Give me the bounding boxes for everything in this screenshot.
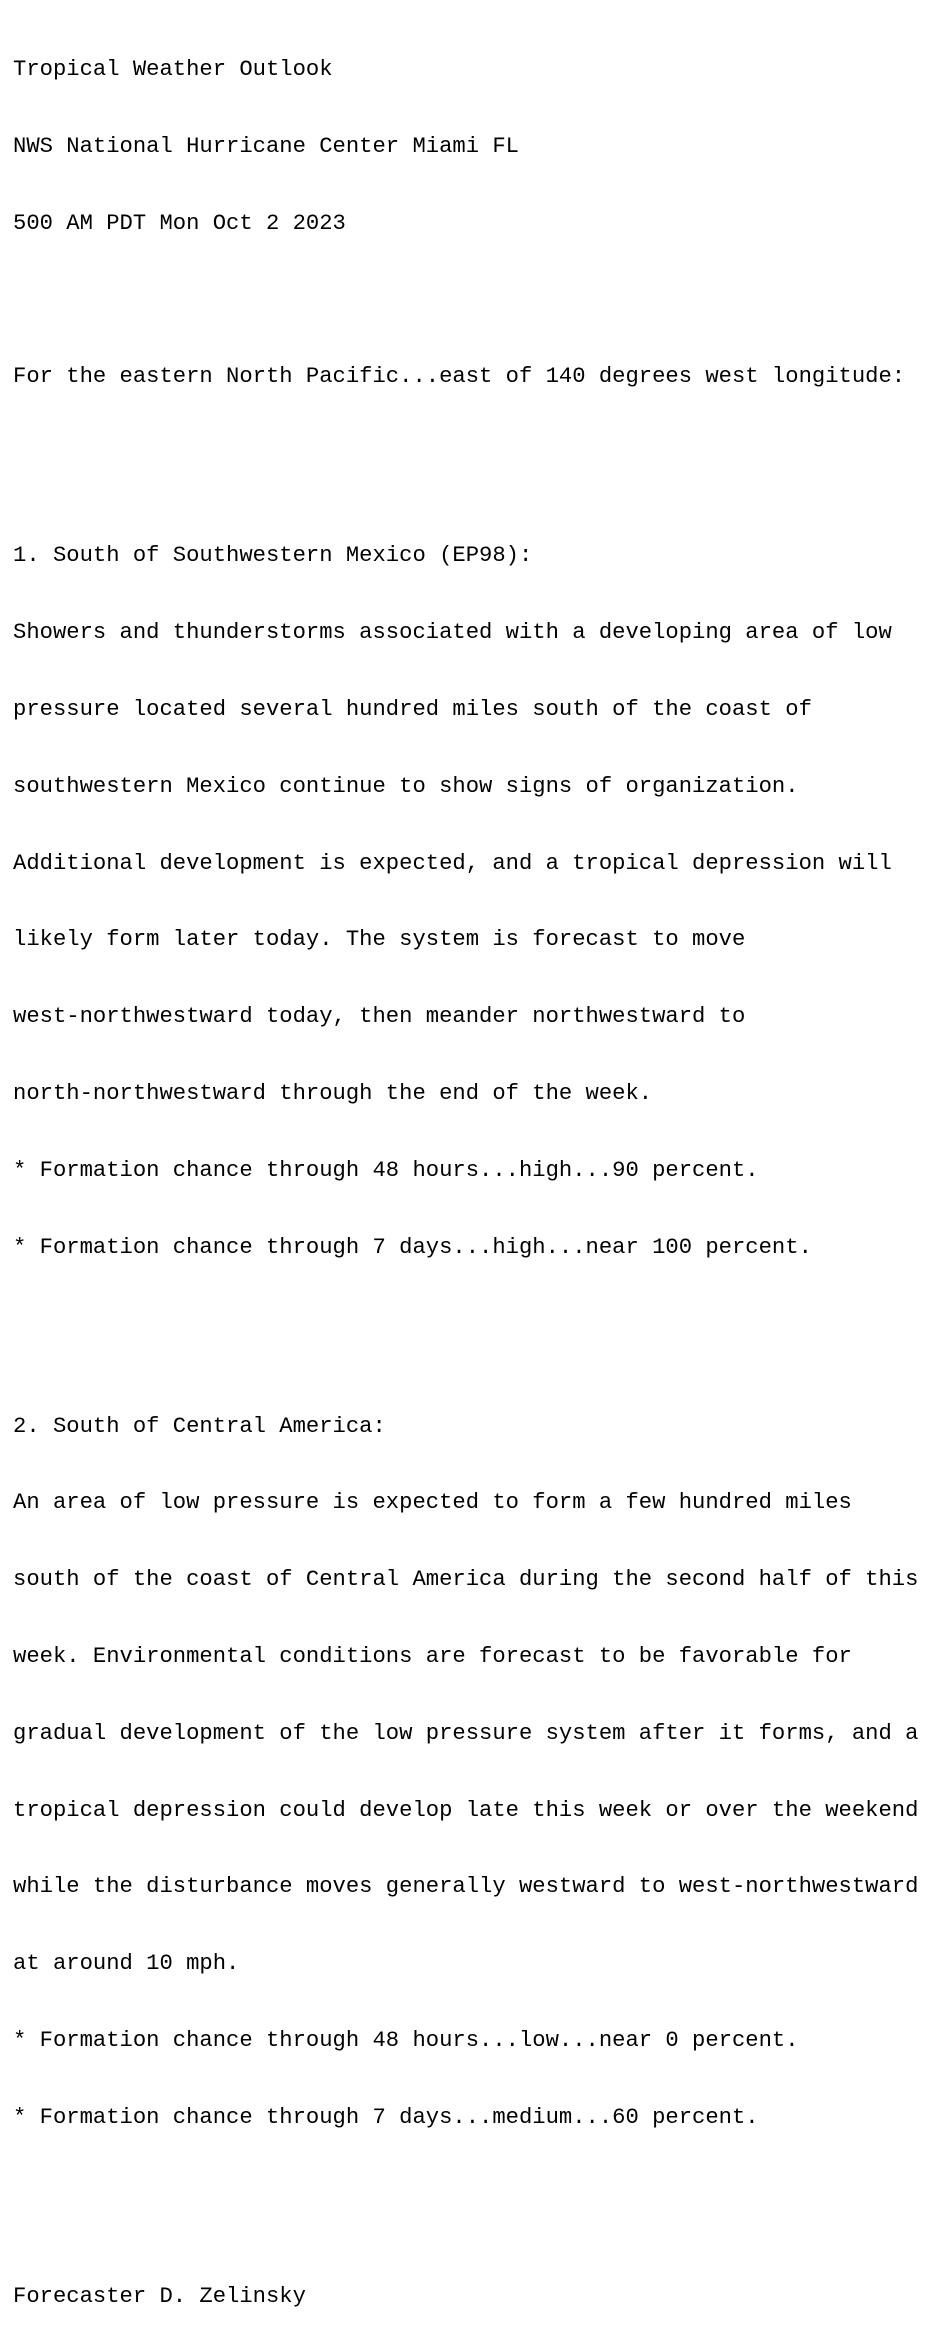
system-2-body-line: tropical depression could develop late this week or over the weekend [13,1797,919,1823]
system-2-body-line: gradual development of the low pressure system after it forms, and a [13,1720,919,1746]
system-1-body-line: likely form later today. The system is forecast to move [13,927,746,953]
system-1-chance-48h: * Formation chance through 48 hours...high...90 percent. [13,1157,759,1183]
blank-line [13,1311,943,1337]
outlook-document [13,6,943,2335]
system-1-heading: 1. South of Southwestern Mexico (EP98): [13,543,533,569]
outlook-title: Tropical Weather Outlook [13,57,333,83]
blank-line [13,441,943,467]
blank-line [13,2181,943,2207]
issue-time: 500 AM PDT Mon Oct 2 2023 [13,210,346,236]
issuing-office: NWS National Hurricane Center Miami FL [13,133,519,159]
system-2-chance-48h: * Formation chance through 48 hours...low...near 0 percent. [13,2027,799,2053]
system-1-body-line: west-northwestward today, then meander northwestward to [13,1004,746,1030]
forecaster-signature: Forecaster D. Zelinsky [13,2283,306,2309]
system-2-body-line: while the disturbance moves generally westward to west-northwestward [13,1874,919,1900]
system-1-body-line: north-northwestward through the end of the week. [13,1080,653,1106]
region-statement: For the eastern North Pacific...east of 140 degrees west longitude: [13,364,906,390]
system-2-body-line: south of the coast of Central America during the second half of this [13,1567,919,1593]
system-2-body-line: An area of low pressure is expected to form a few hundred miles [13,1490,852,1516]
system-2-body-line: week. Environmental conditions are forecast to be favorable for [13,1644,852,1669]
system-2-heading: 2. South of Central America: [13,1413,386,1439]
system-1-body-line: pressure located several hundred miles south of the coast of [13,697,812,723]
system-1-body-line: southwestern Mexico continue to show signs of organization. [13,773,799,799]
system-2-body-line: at around 10 mph. [13,1951,240,1977]
system-1-chance-7d: * Formation chance through 7 days...high...near 100 percent. [13,1234,812,1260]
blank-line [13,288,943,314]
system-1-body-line: Showers and thunderstorms associated with a developing area of low [13,620,892,646]
system-1-body-line: Additional development is expected, and a tropical depression will [13,850,892,876]
system-2-chance-7d: * Formation chance through 7 days...medium...60 percent. [13,2104,759,2130]
